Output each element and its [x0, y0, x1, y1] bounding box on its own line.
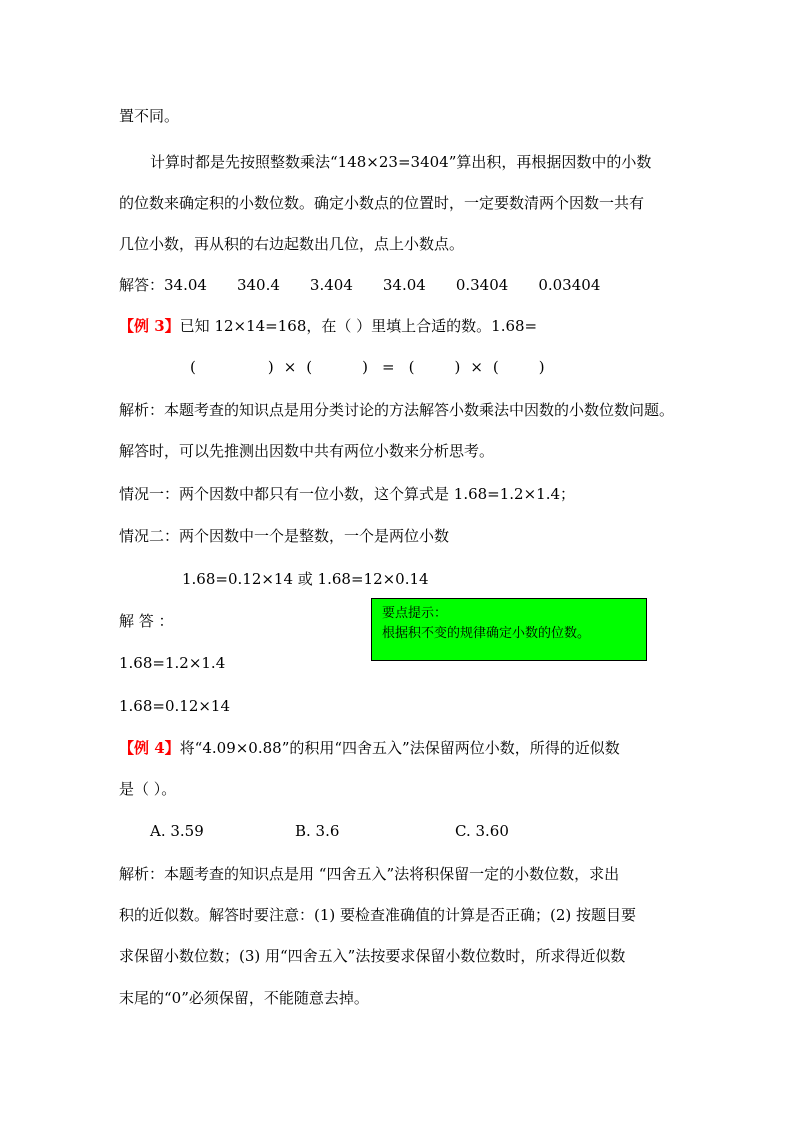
answer-label: 解 答 ： — [119, 612, 174, 630]
text-line: 计算时都是先按照整数乘法“148×23=3404”算出积，再根据因数中的小数 — [150, 153, 652, 171]
equals-sign: = — [382, 358, 395, 376]
answer-value: 3.404 — [309, 276, 353, 294]
text-line: 的位数来确定积的小数位数。确定小数点的位置时，一定要数清两个因数一共有 — [119, 194, 645, 212]
paren-close: ) — [538, 358, 545, 376]
tip-title: 要点提示： — [382, 606, 448, 621]
example4-heading — [119, 738, 620, 758]
paren-open: ( — [190, 358, 196, 376]
case-two-equation: 1.68=0.12×14 或 1.68=12×0.14 — [182, 570, 429, 588]
analysis-line: 解答时，可以先推测出因数中共有两位小数来分析思考。 — [119, 442, 495, 460]
answer-equation: 1.68=0.12×14 — [119, 697, 231, 715]
example3-heading — [119, 316, 537, 336]
answer-value: 34.04 — [382, 276, 426, 294]
answer-prefix: 解答： — [119, 276, 165, 294]
times-sign: × — [470, 358, 483, 376]
option-b: B. 3.6 — [295, 822, 340, 840]
option-a: A. 3.59 — [150, 822, 204, 840]
answer-value: 0.3404 — [455, 276, 509, 294]
text-line: 几位小数，再从积的右边起数出几位，点上小数点。 — [119, 235, 465, 253]
paren-close: ) — [362, 358, 369, 376]
example-tag: 【例 3】 — [119, 317, 180, 335]
tip-body: 根据积不变的规律确定小数的位数。 — [382, 626, 591, 641]
paren-close: ) — [267, 358, 274, 376]
paren-open: ( — [408, 358, 415, 376]
analysis-line: 末尾的“0”必须保留，不能随意去掉。 — [119, 989, 369, 1007]
times-sign: × — [283, 358, 297, 376]
analysis-line: 解析：本题考查的知识点是用 “四舍五入”法将积保留一定的小数位数，求出 — [119, 865, 620, 883]
answer-value: 0.03404 — [538, 276, 601, 294]
paren-close: ) — [454, 358, 461, 376]
option-c: C. 3.60 — [455, 822, 509, 840]
case-one: 情况一：两个因数中都只有一位小数，这个算式是 1.68=1.2×1.4； — [119, 485, 576, 503]
analysis-line: 求保留小数位数；(3) 用“四舍五入”法按要求保留小数位数时，所求得近似数 — [119, 947, 626, 965]
paren-open: ( — [306, 358, 313, 376]
example4-question-end: 是（ ）。 — [119, 780, 177, 798]
answer-equation: 1.68=1.2×1.4 — [119, 654, 226, 672]
answer-value: 340.4 — [236, 276, 280, 294]
key-point-tip-box — [371, 598, 647, 661]
example-text: 已知 12×14=168，在（ ）里填上合适的数。1.68= — [179, 317, 538, 335]
case-two: 情况二：两个因数中一个是整数，一个是两位小数 — [119, 527, 450, 545]
answer-value: 34.04 — [164, 276, 207, 294]
analysis-line: 积的近似数。解答时要注意：(1) 要检查准确值的计算是否正确；(2) 按题目要 — [119, 906, 637, 924]
example-text: 将“4.09×0.88”的积用“四舍五入”法保留两位小数，所得的近似数 — [179, 739, 620, 757]
example-tag: 【例 4】 — [119, 739, 180, 757]
paren-open: ( — [492, 358, 499, 376]
analysis-line: 解析：本题考查的知识点是用分类讨论的方法解答小数乘法中因数的小数位数问题。 — [119, 401, 675, 419]
blank-equation-row — [190, 357, 545, 377]
text-line: 置不同。 — [119, 107, 180, 125]
answer-line — [119, 275, 600, 295]
